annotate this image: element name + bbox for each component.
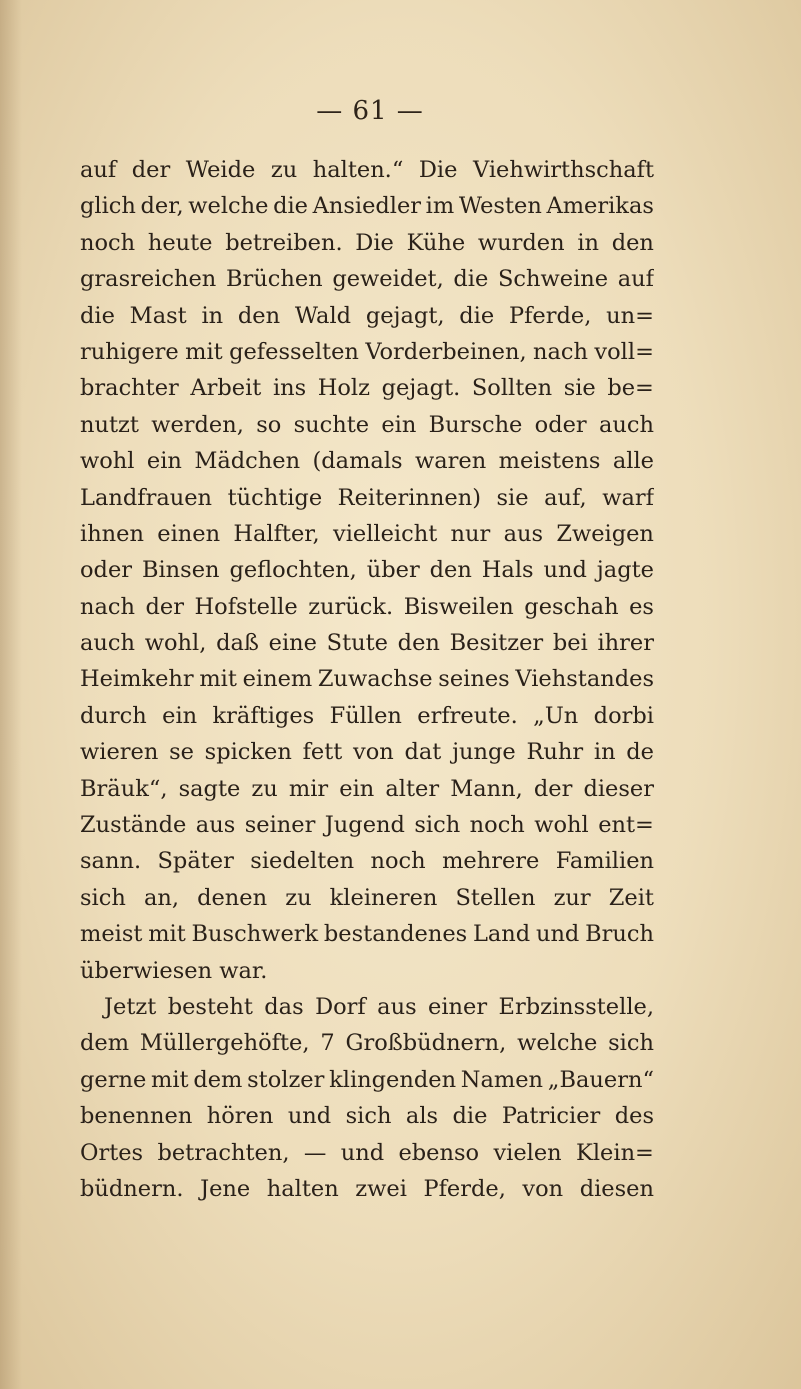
word: sagte bbox=[178, 775, 241, 802]
text-line bbox=[80, 1171, 654, 1207]
word: die bbox=[453, 266, 489, 293]
word: Familien bbox=[555, 848, 654, 875]
word: Später bbox=[157, 848, 234, 875]
text-line bbox=[80, 1025, 654, 1061]
word: suchte bbox=[293, 411, 370, 438]
word: Namen bbox=[460, 1066, 544, 1093]
word: siedelten bbox=[250, 848, 355, 875]
word: waren bbox=[415, 448, 487, 475]
text-line bbox=[80, 1098, 654, 1134]
word: Schweine bbox=[498, 266, 609, 293]
word: fett bbox=[302, 739, 343, 766]
word: sie bbox=[563, 375, 596, 402]
word: ins bbox=[272, 375, 307, 402]
word: Pferde, bbox=[508, 302, 592, 329]
word: Amerikas bbox=[546, 193, 654, 220]
word: dat bbox=[404, 739, 442, 766]
word: Wald bbox=[294, 302, 352, 329]
word: denen bbox=[197, 884, 268, 911]
word: Dorf bbox=[315, 993, 366, 1020]
word: mit bbox=[151, 1066, 189, 1093]
word: halten.“ bbox=[312, 157, 404, 183]
text-line-content: überwiesen war. bbox=[80, 957, 268, 984]
word: die bbox=[80, 302, 115, 329]
word: Zustände bbox=[80, 812, 187, 839]
word: die bbox=[459, 302, 495, 329]
word: der bbox=[145, 593, 185, 620]
text-line bbox=[80, 370, 654, 406]
word: werden, bbox=[151, 411, 244, 438]
word: brachter bbox=[80, 375, 179, 402]
word: Pferde, bbox=[423, 1175, 506, 1202]
text-line bbox=[80, 771, 654, 807]
word: meistens bbox=[498, 448, 601, 475]
word: und bbox=[543, 557, 587, 584]
word: mit bbox=[199, 666, 237, 693]
word: nach bbox=[80, 593, 135, 620]
word: Stute bbox=[326, 630, 388, 657]
word: Müllergehöfte, bbox=[139, 1030, 310, 1057]
word: Die bbox=[418, 157, 458, 183]
text-line bbox=[80, 589, 654, 625]
word: von bbox=[353, 739, 394, 766]
word: wohl, bbox=[144, 630, 207, 657]
word: ent= bbox=[598, 812, 654, 839]
word: Binsen bbox=[141, 557, 220, 584]
body-text bbox=[80, 152, 654, 1207]
word: Arbeit bbox=[190, 375, 262, 402]
word: ebenso bbox=[398, 1139, 480, 1166]
word: mehrere bbox=[442, 848, 540, 875]
word: sich bbox=[345, 1103, 392, 1130]
word: Reiterinnen) bbox=[337, 484, 481, 511]
word: tüchtige bbox=[227, 484, 323, 511]
word: die bbox=[452, 1103, 488, 1130]
word: Brüchen bbox=[225, 266, 323, 293]
word: Bursche bbox=[428, 411, 523, 438]
word: ihrer bbox=[597, 630, 654, 657]
text-line bbox=[80, 843, 654, 879]
word: Zweigen bbox=[556, 520, 654, 547]
word: zu bbox=[270, 157, 298, 183]
word: wieren bbox=[80, 739, 159, 766]
word: glich bbox=[80, 193, 136, 220]
word: voll= bbox=[594, 338, 654, 365]
word: Patricier bbox=[501, 1103, 601, 1130]
word: welche bbox=[188, 193, 269, 220]
word: Heimkehr bbox=[80, 666, 194, 693]
word: der bbox=[533, 775, 573, 802]
word: „Bauern“ bbox=[547, 1066, 654, 1093]
word: jagte bbox=[596, 557, 654, 584]
word: nach bbox=[533, 338, 589, 365]
word: heute bbox=[147, 229, 213, 256]
word: seiner bbox=[244, 812, 316, 839]
word: als bbox=[405, 1103, 439, 1130]
word: bestandenes bbox=[323, 921, 468, 948]
word: erfreute. bbox=[417, 702, 518, 729]
word: Viehstandes bbox=[515, 666, 654, 693]
word: seines bbox=[438, 666, 510, 693]
text-line bbox=[80, 407, 654, 443]
word: stolzer bbox=[247, 1066, 325, 1093]
word: noch bbox=[469, 812, 525, 839]
word: den bbox=[611, 229, 654, 256]
word: Zeit bbox=[608, 884, 654, 911]
text-line bbox=[80, 298, 654, 334]
word: Land bbox=[472, 921, 531, 948]
word: gejagt, bbox=[365, 302, 445, 329]
word: dorbi bbox=[593, 702, 654, 729]
word: ein bbox=[146, 448, 182, 475]
word: Weide bbox=[185, 157, 256, 183]
text-line bbox=[80, 443, 654, 479]
text-line bbox=[80, 989, 654, 1025]
word: und bbox=[535, 921, 580, 948]
text-line bbox=[80, 516, 654, 552]
word: Sollten bbox=[471, 375, 553, 402]
word: zu bbox=[285, 884, 312, 911]
word: auch bbox=[80, 630, 135, 657]
word: sie bbox=[496, 484, 529, 511]
word: Bruch bbox=[585, 921, 654, 948]
word: dem bbox=[80, 1030, 130, 1057]
word: bei bbox=[552, 630, 588, 657]
text-line bbox=[80, 334, 654, 370]
word: in bbox=[201, 302, 224, 329]
word: kräftiges bbox=[212, 702, 315, 729]
word: an, bbox=[143, 884, 179, 911]
word: auf bbox=[617, 266, 654, 293]
word: der bbox=[131, 157, 171, 183]
word: warf bbox=[602, 484, 654, 511]
word: gefesselten bbox=[229, 338, 359, 365]
word: benennen bbox=[80, 1103, 193, 1130]
word: sich bbox=[608, 1030, 654, 1057]
text-line bbox=[80, 261, 654, 297]
word: sann. bbox=[80, 848, 142, 875]
word: se bbox=[169, 739, 194, 766]
word: die bbox=[273, 193, 308, 220]
word: Jugend bbox=[324, 812, 405, 839]
word: Westen bbox=[458, 193, 542, 220]
word: sich bbox=[80, 884, 126, 911]
word: 7 bbox=[320, 1030, 335, 1057]
word: grasreichen bbox=[80, 266, 217, 293]
word: zu bbox=[251, 775, 278, 802]
word: Ruhr bbox=[526, 739, 584, 766]
word: zurück. bbox=[308, 593, 394, 620]
word: ihnen bbox=[80, 520, 144, 547]
word: von bbox=[522, 1175, 564, 1202]
word: geweidet, bbox=[332, 266, 444, 293]
word: den bbox=[429, 557, 472, 584]
word: im bbox=[425, 193, 455, 220]
word: spicken bbox=[204, 739, 292, 766]
word: meist bbox=[80, 921, 143, 948]
word: daß bbox=[216, 630, 259, 657]
text-line bbox=[80, 188, 654, 224]
word: wohl bbox=[534, 812, 589, 839]
word: aus bbox=[195, 812, 236, 839]
word: Zuwachse bbox=[317, 666, 433, 693]
word: geschah bbox=[524, 593, 619, 620]
word: be= bbox=[607, 375, 654, 402]
word: vielleicht bbox=[333, 520, 438, 547]
word: — bbox=[303, 1139, 327, 1166]
text-line bbox=[80, 734, 654, 770]
text-line bbox=[80, 880, 654, 916]
word: de bbox=[626, 739, 654, 766]
word: „Un bbox=[533, 702, 579, 729]
text-line bbox=[80, 916, 654, 952]
word: noch bbox=[370, 848, 426, 875]
text-line bbox=[80, 698, 654, 734]
word: Buschwerk bbox=[191, 921, 319, 948]
word: zur bbox=[553, 884, 591, 911]
word: durch bbox=[80, 702, 147, 729]
word: dieser bbox=[583, 775, 654, 802]
word: un= bbox=[606, 302, 654, 329]
word: welche bbox=[517, 1030, 598, 1057]
word: oder bbox=[534, 411, 587, 438]
word: besteht bbox=[167, 993, 253, 1020]
word: alle bbox=[612, 448, 654, 475]
word: (damals bbox=[312, 448, 403, 475]
word: mit bbox=[185, 338, 223, 365]
word: so bbox=[256, 411, 282, 438]
word: Erbzinsstelle, bbox=[498, 993, 654, 1020]
word: alter bbox=[385, 775, 440, 802]
word: Bisweilen bbox=[403, 593, 514, 620]
word: Halfter, bbox=[233, 520, 320, 547]
word: über bbox=[366, 557, 420, 584]
word: auf, bbox=[544, 484, 587, 511]
word: geflochten, bbox=[229, 557, 357, 584]
text-line bbox=[80, 1062, 654, 1098]
word: mit bbox=[148, 921, 186, 948]
word: Ansiedler bbox=[312, 193, 422, 220]
word: auf bbox=[80, 157, 117, 183]
word: oder bbox=[80, 557, 133, 584]
word: einem bbox=[242, 666, 313, 693]
word: und bbox=[287, 1103, 332, 1130]
page-number: — 61 — bbox=[316, 96, 424, 126]
word: Großbüdnern, bbox=[345, 1030, 507, 1057]
word: Mann, bbox=[450, 775, 523, 802]
word: wurden bbox=[477, 229, 565, 256]
word: Kühe bbox=[406, 229, 466, 256]
word: Klein= bbox=[576, 1139, 654, 1166]
word: Besitzer bbox=[449, 630, 544, 657]
word: eine bbox=[268, 630, 317, 657]
word: Vorderbeinen, bbox=[365, 338, 527, 365]
text-line bbox=[80, 1135, 654, 1171]
word: sich bbox=[414, 812, 461, 839]
word: gejagt. bbox=[381, 375, 461, 402]
word: des bbox=[614, 1103, 654, 1130]
word: Ortes bbox=[80, 1139, 144, 1166]
word: hören bbox=[206, 1103, 274, 1130]
text-line bbox=[80, 661, 654, 697]
word: dem bbox=[193, 1066, 243, 1093]
word: Füllen bbox=[329, 702, 402, 729]
word: den bbox=[237, 302, 281, 329]
word: Hals bbox=[481, 557, 534, 584]
word: diesen bbox=[579, 1175, 654, 1202]
word: wohl bbox=[80, 448, 135, 475]
word: in bbox=[577, 229, 599, 256]
word: halten bbox=[266, 1175, 339, 1202]
word: büdnern. bbox=[80, 1175, 184, 1202]
word: junge bbox=[452, 739, 516, 766]
word: noch bbox=[80, 229, 136, 256]
word: zwei bbox=[355, 1175, 407, 1202]
word: Mast bbox=[129, 302, 187, 329]
word: einen bbox=[157, 520, 221, 547]
word: betrachten, bbox=[157, 1139, 290, 1166]
word: und bbox=[340, 1139, 385, 1166]
word: Jene bbox=[200, 1175, 251, 1202]
word: Stellen bbox=[455, 884, 536, 911]
word: ein bbox=[381, 411, 417, 438]
binding-shadow bbox=[0, 0, 22, 1389]
word: nur bbox=[450, 520, 491, 547]
text-line bbox=[80, 807, 654, 843]
word: betreiben. bbox=[225, 229, 343, 256]
word: in bbox=[593, 739, 616, 766]
word: Jetzt bbox=[104, 993, 157, 1020]
word: vielen bbox=[493, 1139, 562, 1166]
word: aus bbox=[503, 520, 544, 547]
word: ruhigere bbox=[80, 338, 179, 365]
word: nutzt bbox=[80, 411, 139, 438]
text-line bbox=[80, 625, 654, 661]
word: der, bbox=[140, 193, 184, 220]
word: Landfrauen bbox=[80, 484, 213, 511]
word: Bräuk“, bbox=[80, 775, 168, 802]
word: einer bbox=[428, 993, 488, 1020]
word: aus bbox=[377, 993, 417, 1020]
word: Viehwirthschaft bbox=[472, 157, 654, 183]
text-line bbox=[80, 225, 654, 261]
word: kleineren bbox=[329, 884, 438, 911]
text-line bbox=[80, 152, 654, 188]
word: gerne bbox=[80, 1066, 147, 1093]
word: ein bbox=[339, 775, 375, 802]
word: Mädchen bbox=[194, 448, 301, 475]
text-line bbox=[80, 480, 654, 516]
word: mir bbox=[288, 775, 329, 802]
word: klingenden bbox=[329, 1066, 457, 1093]
word: auch bbox=[598, 411, 654, 438]
word: den bbox=[397, 630, 440, 657]
word: Holz bbox=[317, 375, 370, 402]
word: Die bbox=[355, 229, 394, 256]
word: Hofstelle bbox=[194, 593, 298, 620]
text-line bbox=[80, 552, 654, 588]
text-line bbox=[80, 953, 654, 989]
word: ein bbox=[162, 702, 198, 729]
word: das bbox=[264, 993, 304, 1020]
word: es bbox=[629, 593, 654, 620]
